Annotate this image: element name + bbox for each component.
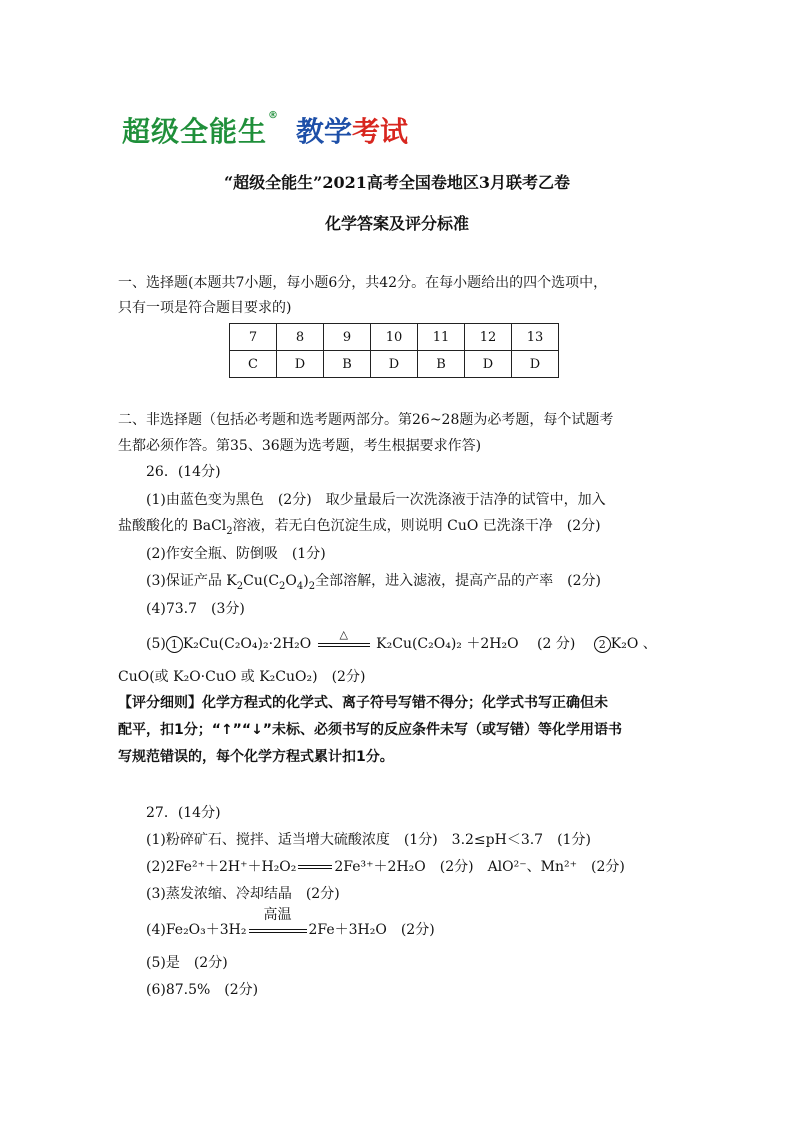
q26-line1: (1)由蓝色变为黑色 (2分) 取少量最后一次洗涤液于洁净的试管中，加入 [146,492,606,508]
equals-bar-bottom [298,868,332,869]
scoring-rules-line3: 写规范错误的，每个化学方程式累计扣1分。 [118,749,394,765]
equals-bar-bottom [318,646,370,647]
subscript: 2 [279,580,286,592]
q26-line2 [118,516,601,542]
page-subtitle: 化学答案及评分标准 [324,214,469,233]
q27-header: 27．(14分) [146,805,221,821]
q27-line6: (6)87.5% (2分) [146,982,259,998]
q27-line2 [146,857,625,877]
q26-line4d: ) [303,573,309,589]
high-temp-condition: 高温 [263,907,292,923]
q26-line5: (4)73.7 (3分) [146,601,245,617]
q27-line3: (3)蒸发浓缩、冷却结晶 (2分) [146,886,340,902]
table-cell: 11 [418,324,465,351]
q26-line2a: 盐酸酸化的 BaCl [118,518,227,534]
q27-line2-left: (2)2Fe²⁺＋2H⁺＋H₂O₂ [146,859,297,875]
q26-line7: CuO(或 K₂O·CuO 或 K₂CuO₂) (2分) [118,669,366,685]
q27-line5: (5)是 (2分) [146,955,228,971]
table-cell: D [465,351,512,378]
table-cell: C [230,351,277,378]
logo-part2: 考试 [352,115,409,148]
table-cell: B [418,351,465,378]
q26-line4e: 全部溶解，进入滤液，提高产品的产率 (2分) [315,573,601,589]
logo-part1: 教学 [296,115,353,148]
table-cell: 13 [512,324,559,351]
q26-line6 [146,628,657,654]
q26-line3: (2)作安全瓶、防倒吸 (1分) [146,546,326,562]
section2-line1: 二、非选择题（包括必考题和选考题两部分。第26~28题为必考题，每个试题考 [118,412,614,428]
q26-line6-prefix: (5) [146,636,166,652]
q26-reactant: K₂Cu(C₂O₄)₂·2H₂O [182,636,312,652]
scoring-rules-line2: 配平，扣1分；“↑”“↓”未标、必须书写的反应条件未写（或写错）等化学用语书 [118,722,623,738]
logo [122,110,408,146]
q27-line2-right: 2Fe³⁺＋2H₂O (2分) AlO²⁻、Mn²⁺ (2分) [334,859,625,875]
equals-bar-top [318,643,370,644]
table-cell: 8 [277,324,324,351]
q26-line2b: 溶液，若无白色沉淀生成，则说明 CuO 已洗涤干净 (2分) [232,518,601,534]
subscript: 2 [236,580,244,592]
subscript: 2 [308,580,316,592]
q26-line4b: Cu(C [243,573,280,589]
subscript: 4 [296,580,304,592]
table-row-answers [230,351,559,378]
table-cell: 7 [230,324,277,351]
q26-line2-sub: 2 [226,525,233,537]
heat-condition-arrow [316,628,372,654]
heat-condition: △ [339,628,348,641]
q27-line1: (1)粉碎矿石、搅拌、适当增大硫酸浓度 (1分) 3.2≤pH＜3.7 (1分) [146,832,591,848]
registered-mark: ® [268,110,279,121]
answer-table [229,323,559,378]
q26-product: K₂Cu(C₂O₄)₂ ＋2H₂O (2 分) [376,636,594,652]
page-title: “超级全能生”2021高考全国卷地区3月联考乙卷 [223,173,571,192]
q27-line4-left: (4)Fe₂O₃＋3H₂ [146,922,247,938]
q26-header: 26．(14分) [146,464,221,480]
logo-brand: 超级全能生 [122,115,268,148]
scoring-rules-line1: 【评分细则】化学方程式的化学式、离子符号写错不得分；化学式书写正确但未 [118,695,608,711]
q26-line4 [146,571,601,597]
equals-bar-bottom [249,932,307,933]
equals-bar-top [249,929,307,930]
circled-number-2: 2 [594,636,611,653]
high-temp-condition-arrow [247,907,309,941]
table-cell: 9 [324,324,371,351]
section1-line1: 一、选择题(本题共7小题，每小题6分，共42分。在每小题给出的四个选项中， [118,275,608,291]
table-cell: 10 [371,324,418,351]
q26-line6-tail: K₂O 、 [610,636,657,652]
q27-line4 [146,907,435,941]
table-cell: D [277,351,324,378]
q26-line4a: (3)保证产品 K [146,573,237,589]
q27-line4-right: 2Fe＋3H₂O (2分) [308,922,435,938]
section1-line2: 只有一项是符合题目要求的) [118,300,292,316]
q26-line4c: O [285,573,297,589]
table-cell: B [324,351,371,378]
table-row-numbers [230,324,559,351]
table-cell: 12 [465,324,512,351]
table-cell: D [512,351,559,378]
table-cell: D [371,351,418,378]
equals-sign [296,857,334,877]
section2-line2: 生都必须作答。第35、36题为选考题，考生根据要求作答) [118,438,482,454]
equals-bar-top [298,865,332,866]
circled-number-1: 1 [166,636,183,653]
